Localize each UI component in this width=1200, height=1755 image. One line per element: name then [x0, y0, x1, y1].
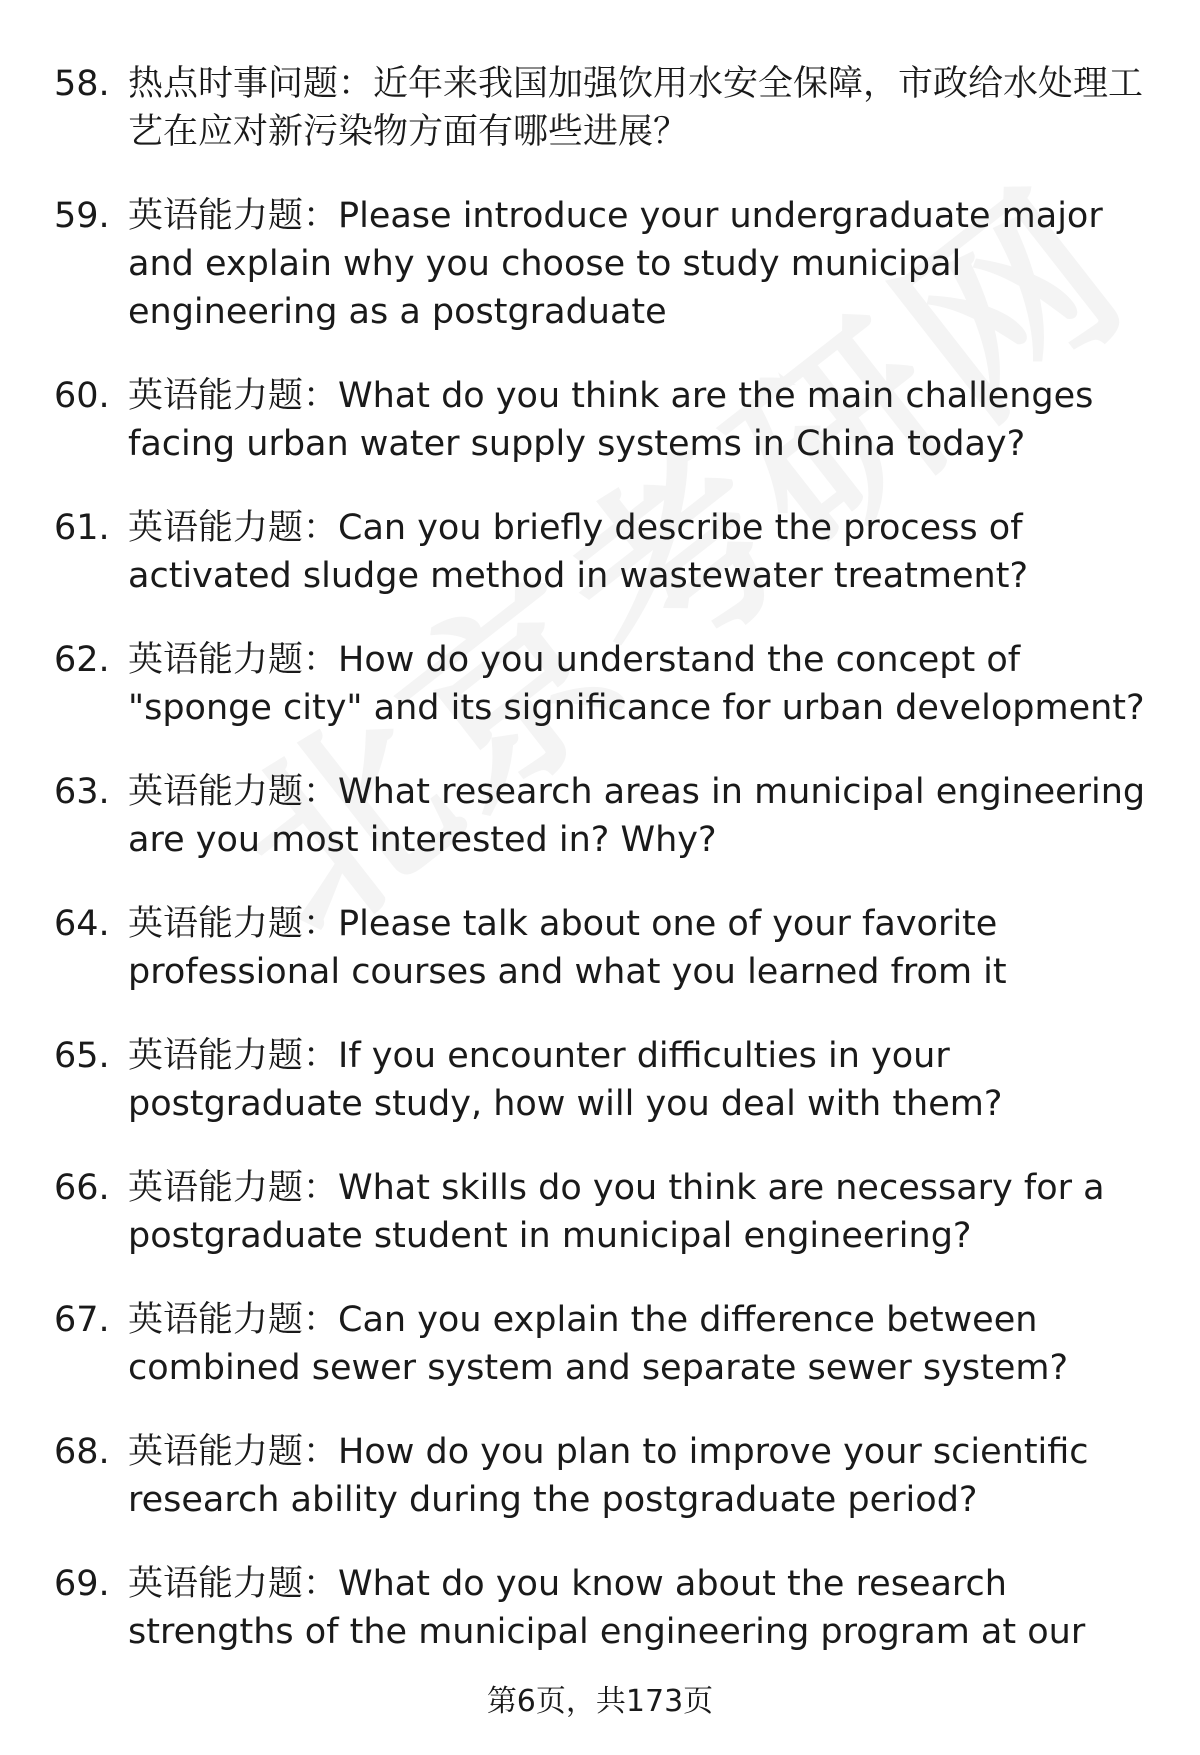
question-item: [54, 1560, 1154, 1656]
question-text: 英语能力题：What do you know about the research strengths of the municipal engineering program at our: [128, 1564, 1086, 1652]
question-item: [54, 60, 1154, 156]
question-text: 英语能力题：How do you plan to improve your scientific research ability during the postgraduate period?: [128, 1432, 1089, 1520]
question-item: [54, 504, 1154, 600]
question-list: [54, 60, 1154, 1692]
question-number: 58.: [54, 64, 110, 104]
question-item: [54, 1428, 1154, 1524]
question-item: [54, 636, 1154, 732]
question-number: 61.: [54, 508, 110, 548]
page-number-footer: 第6页，共173页: [486, 1684, 714, 1719]
question-item: [54, 768, 1154, 864]
question-text: 英语能力题：Please talk about one of your favorite professional courses and what you learned from it: [128, 904, 1007, 992]
question-number: 67.: [54, 1300, 110, 1340]
question-number: 66.: [54, 1168, 110, 1208]
question-item: [54, 372, 1154, 468]
question-text: 英语能力题：What skills do you think are necessary for a postgraduate student in municipal engineering?: [128, 1168, 1105, 1256]
question-number: 65.: [54, 1036, 110, 1076]
question-number: 69.: [54, 1564, 110, 1604]
question-text: 英语能力题：What do you think are the main challenges facing urban water supply systems in China today?: [128, 376, 1094, 464]
question-item: [54, 1296, 1154, 1392]
question-number: 59.: [54, 196, 110, 236]
question-text: 英语能力题：If you encounter difficulties in your postgraduate study, how will you deal with them?: [128, 1036, 1003, 1124]
question-text: 热点时事问题：近年来我国加强饮用水安全保障，市政给水处理工艺在应对新污染物方面有哪些进展？: [128, 64, 1144, 152]
question-text: 英语能力题：Can you briefly describe the process of activated sludge method in wastewater treatment?: [128, 508, 1029, 596]
question-number: 63.: [54, 772, 110, 812]
question-number: 68.: [54, 1432, 110, 1472]
question-item: [54, 1164, 1154, 1260]
question-number: 62.: [54, 640, 110, 680]
question-text: 英语能力题：Please introduce your undergraduate major and explain why you choose to study municipal engineering as a postgraduate: [128, 196, 1103, 332]
question-text: 英语能力题：How do you understand the concept of "sponge city" and its significance for urban development?: [128, 640, 1145, 728]
question-item: [54, 900, 1154, 996]
question-number: 64.: [54, 904, 110, 944]
question-number: 60.: [54, 376, 110, 416]
question-text: 英语能力题：Can you explain the difference between combined sewer system and separate sewer system?: [128, 1300, 1069, 1388]
question-text: 英语能力题：What research areas in municipal engineering are you most interested in? Why?: [128, 772, 1146, 860]
question-item: [54, 192, 1154, 336]
question-item: [54, 1032, 1154, 1128]
